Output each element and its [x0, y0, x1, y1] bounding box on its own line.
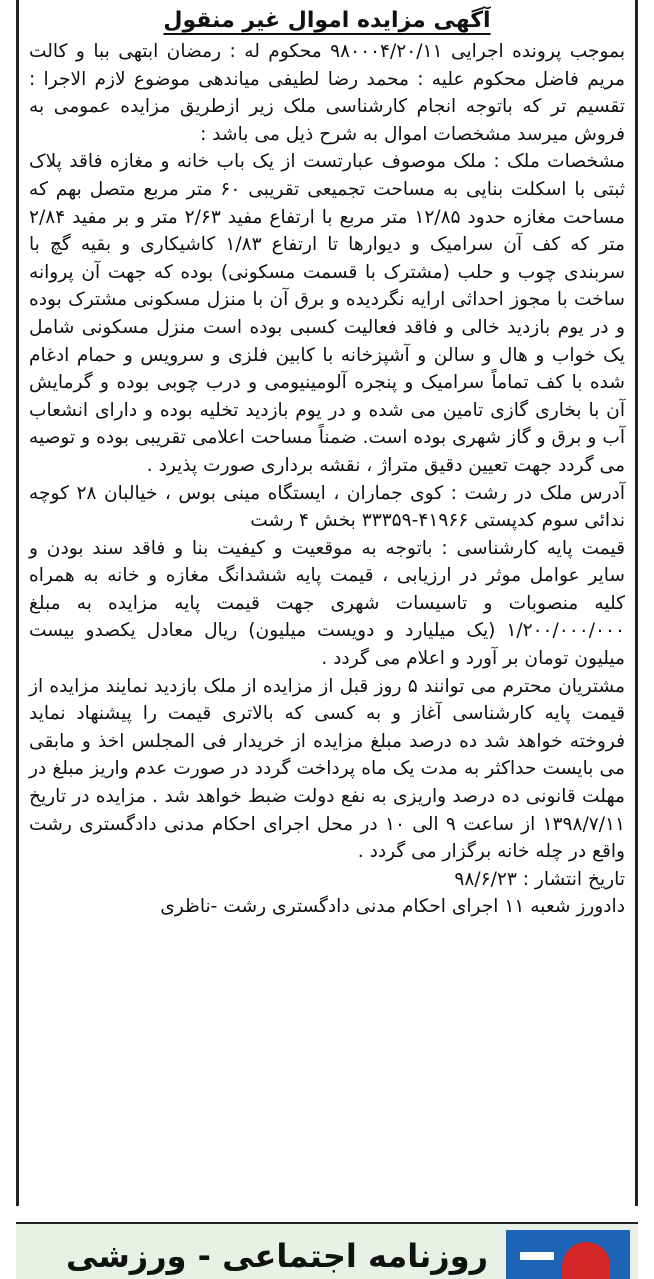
notice-intro-paragraph: بموجب پرونده اجرایی ۹۸۰۰۰۴/۲۰/۱۱ محکوم له : رمضان ابتهی ببا و کالت مریم فاضل محکوم علیه : محمد رضا لطیفی میاندهی موضوع لازم الاجرا : تقسیم تر که باتوجه انجام کارشناسی ملک زیر ازطریق مزایده عمومی به فروش میرسد مشخصات اموال به شرح ذیل می باشد :: [29, 41, 625, 145]
logo-red-mark: [562, 1242, 610, 1279]
property-address-paragraph: آدرس ملک در رشت : کوی جماران ، ایستگاه مینی بوس ، خیالبان ۲۸ کوچه ندائی سوم کدپستی ۴۱۹۶۶-۳۳۳۵۹ بخش ۴ رشت: [29, 482, 625, 532]
base-price-paragraph: قیمت پایه کارشناسی : باتوجه به موقعیت و کیفیت بنا و فاقد سند بودن و سایر عوامل موثر در ارزیابی ، قیمت پایه ششدانگ مغازه و خانه به همراه کلیه منصوبات و تاسیسات شهری جهت قیمت پایه مزایده به مبلغ ۱/۲۰۰/۰۰۰/۰۰۰ (یک میلیارد و دویست میلیون) ریال معادل یکصدو بیست میلیون تومان بر آورد و اعلام می گردد .: [29, 537, 625, 670]
auction-terms-paragraph: مشتریان محترم می توانند ۵ روز قبل از مزایده از ملک بازدید نمایند مزایده از قیمت پایه کارشناسی آغاز و به کسی که بالاتری قیمت را پیشنهاد نماید فروخته خواهد شد ده درصد مبلغ مزایده از خریدار فی المجلس اخذ و مابقی می بایست حداکثر به مدت یک ماه پرداخت گردد در صورت عدم واریز مبلغ در مهلت قانونی ده درصد واریزی به نفع دولت ضبط خواهد شد . مزایده در تاریخ ۱۳۹۸/۷/۱۱ از ساعت ۹ الی ۱۰ در محل اجرای احکام مدنی دادگستری رشت واقع در چله خانه برگزار می گردد .: [29, 675, 625, 863]
banner-title: روزنامه اجتماعی - ورزشی: [65, 1237, 488, 1275]
newspaper-banner: [16, 1222, 638, 1279]
newspaper-logo-icon: [506, 1230, 630, 1279]
logo-white-bar: [520, 1252, 554, 1260]
property-specs-paragraph: مشخصات ملک : ملک موصوف عبارتست از یک باب خانه و مغازه فاقد پلاک ثبتی با اسکلت بنایی به مساحت تجمیعی تقریبی ۶۰ متر مربع متصل بهم که مساحت مغازه حدود ۱۲/۸۵ متر مربع با ارتفاع مفید ۲/۶۳ متر و بر مفید ۲/۸۴ متر که کف آن سرامیک و دیوارها تا ارتفاع ۱/۸۳ کاشیکاری و بقیه گچ با سربندی چوب و حلب (مشترک با قسمت مسکونی) بوده که جهت آن پروانه ساخت با مجوز احداثی ارایه نگردیده و برق آن با منزل مسکونی مشترک بوده و در یوم بازدید خالی و فاقد فعالیت کسبی بوده است منزل مسکونی شامل یک خواب و هال و سالن و آشپزخانه با کابین فلزی و سرویس و حمام ادغام شده با کف تماماً سرامیک و پنجره آلومینیومی و درب چوبی بوده و گرمایش آن با بخاری گازی تامین می شده و در یوم بازدید تخلیه بوده و دارای انشعاب آب و برق و گاز شهری بوده است. ضمناً مساحت اعلامی تقریبی بوده و توصیه می گردد جهت تعیین دقیق متراژ ، نقشه برداری صورت پذیرد .: [29, 151, 626, 476]
auction-notice: [16, 0, 638, 1206]
publish-date: تاریخ انتشار : ۹۸/۶/۲۳: [454, 868, 625, 890]
signature-line: دادورز شعبه ۱۱ اجرای احکام مدنی دادگستری رشت -ناظری: [160, 896, 625, 918]
notice-title: آگهی مزایده اموال غیر منقول: [163, 8, 491, 33]
